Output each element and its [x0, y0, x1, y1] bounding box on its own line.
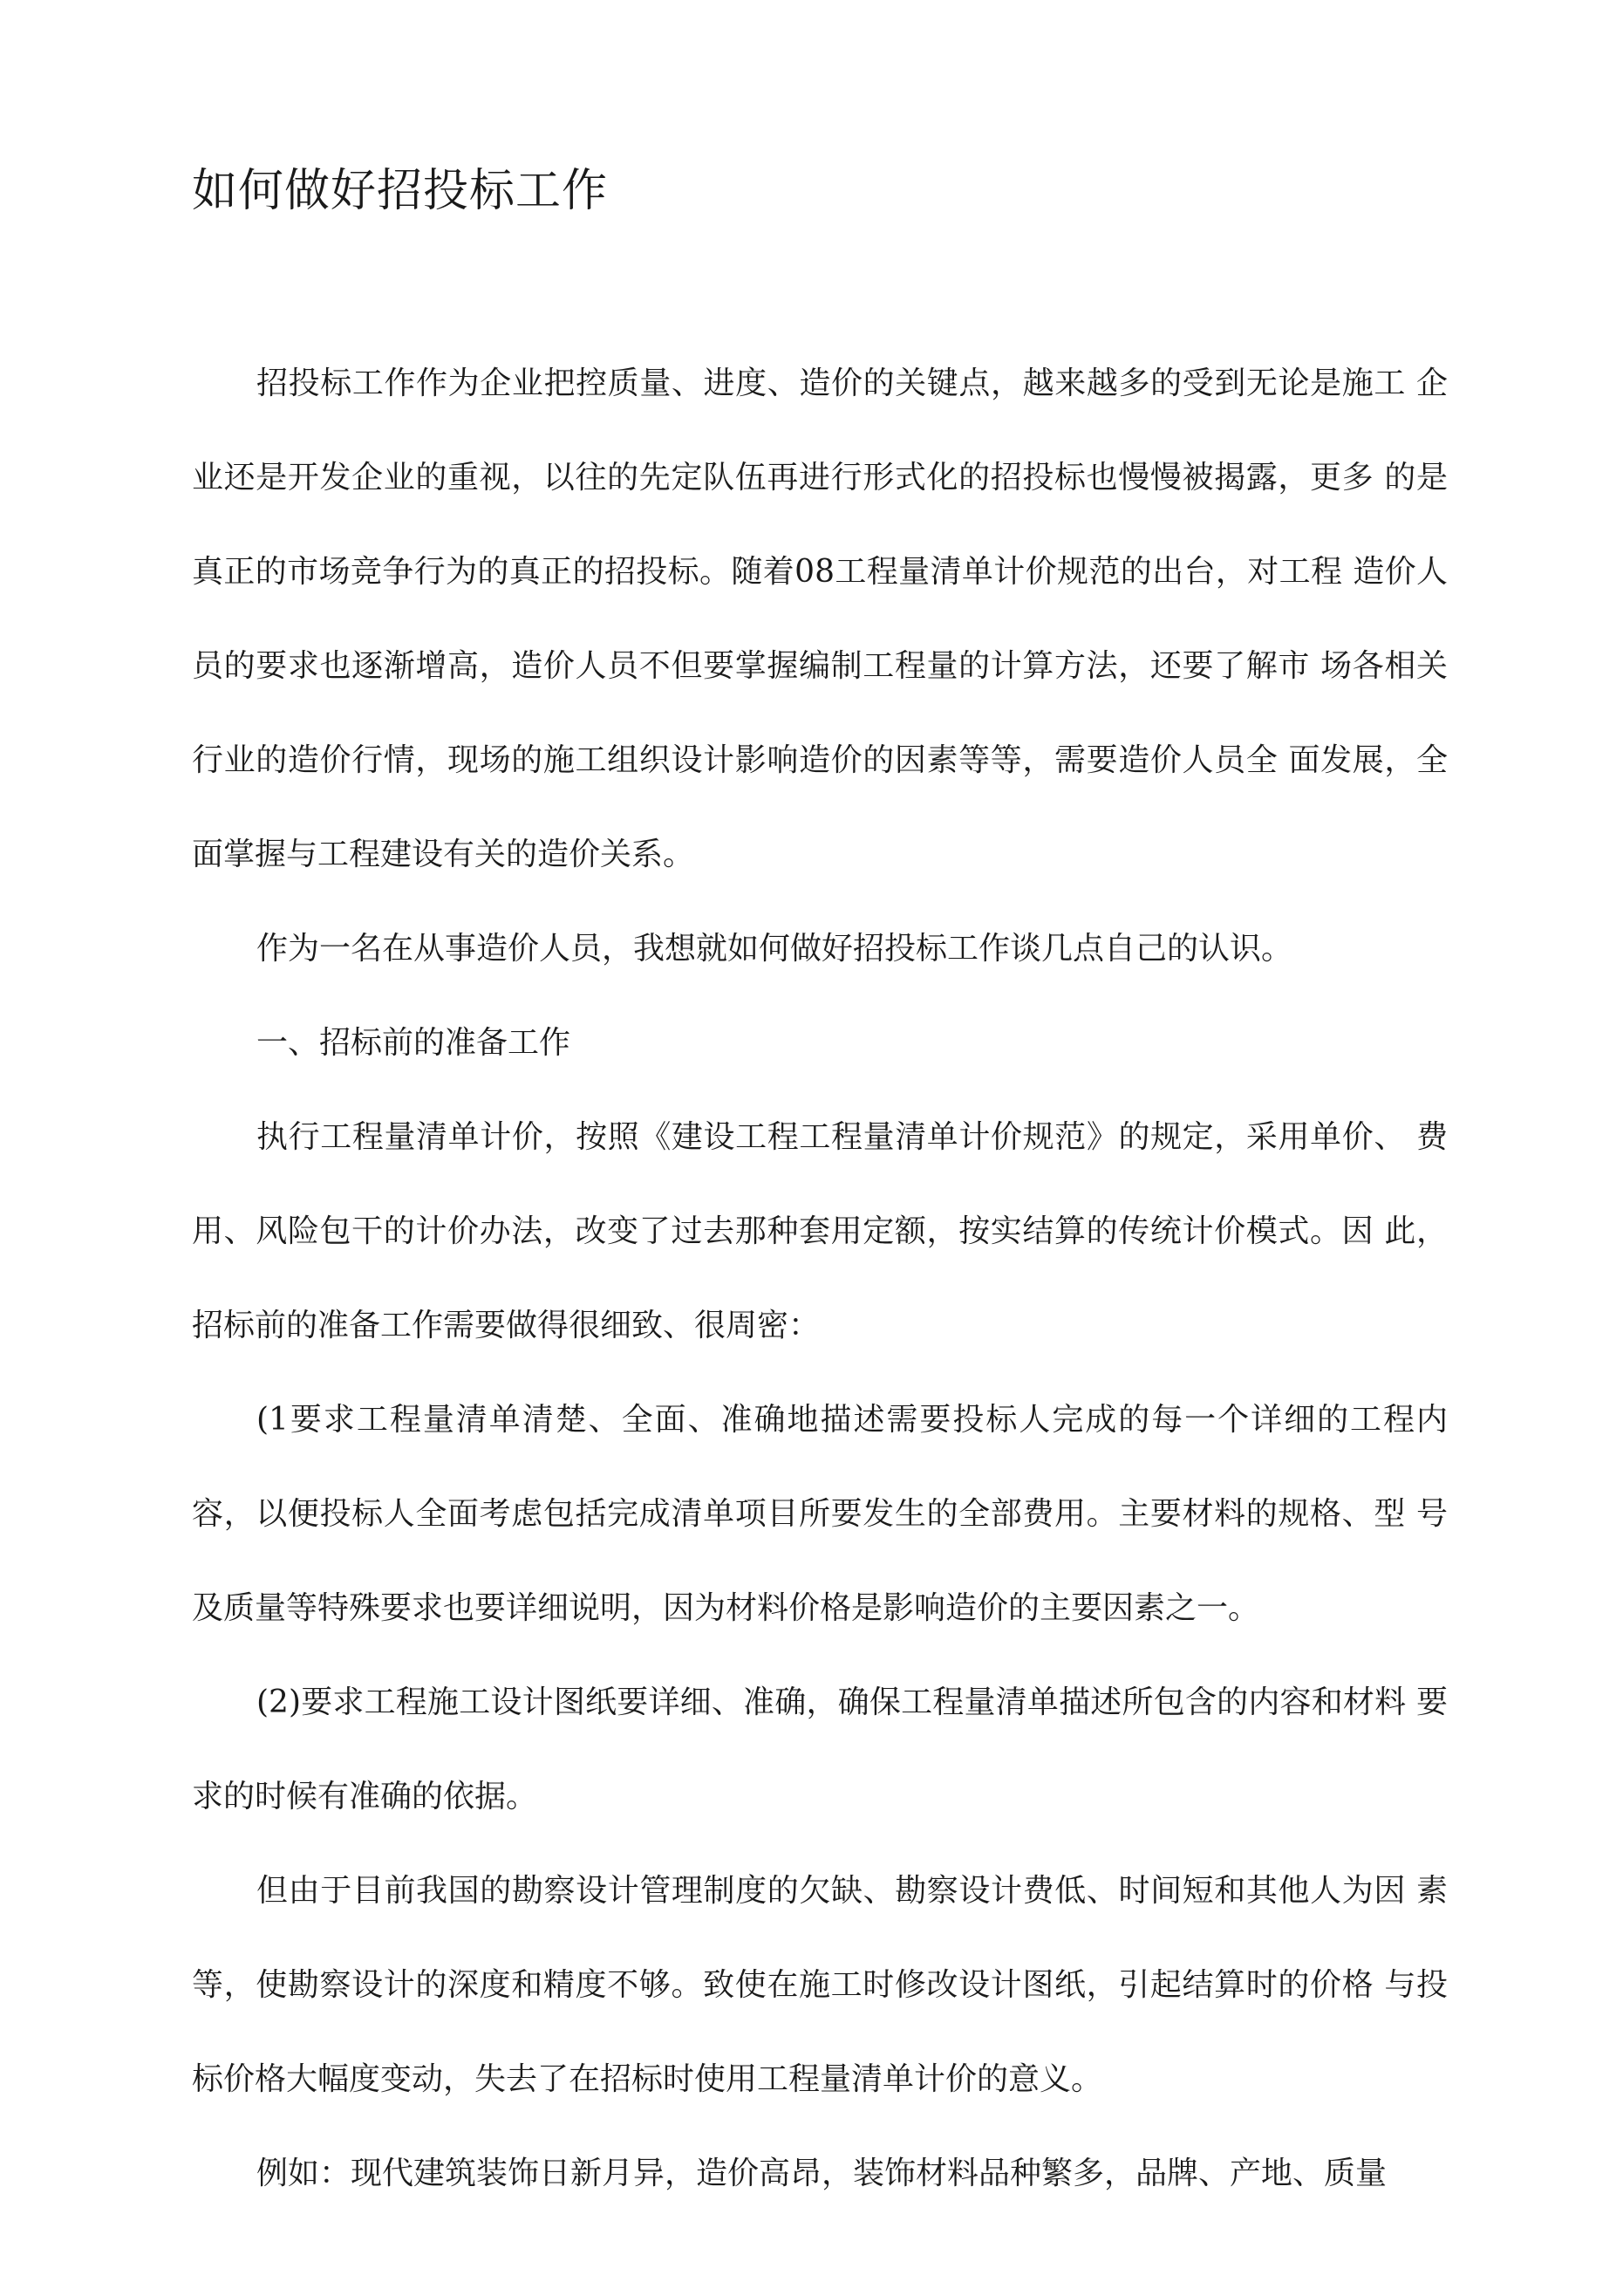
paragraph-design-issues: 但由于目前我国的勘察设计管理制度的欠缺、勘察设计费低、时间短和其他人为因 素等，使勘察设计的深度和精度不够。致使在施工时修改设计图纸，引起结算时的价格 与投标价格大幅度变动，失去了在招标时使用工程量清单计价的意义。: [192, 1873, 1448, 2097]
paragraph-author-statement: 作为一名在从事造价人员，我想就如何做好招投标工作谈几点自己的认识。: [256, 931, 1293, 967]
paragraph-item-1: (1要求工程量清单清楚、全面、准确地描述需要投标人完成的每一个详细的工程内 容，以便投标人全面考虑包括完成清单项目所要发生的全部费用。主要材料的规格、型 号及质量等特殊要求也要详细说明，因为材料价格是影响造价的主要因素之一。: [192, 1402, 1448, 1626]
paragraph-example: 例如：现代建筑装饰日新月异，造价高昂，装饰材料品种繁多，品牌、产地、质量: [256, 2156, 1388, 2191]
paragraph-intro: 招投标工作作为企业把控质量、进度、造价的关键点，越来越多的受到无论是施工 企业还是开发企业的重视，以往的先定队伍再进行形式化的招投标也慢慢被揭露，更多 的是真正的市场竞争行为的真正的招投标。随着08工程量清单计价规范的出台，对工程 造价人员的要求也逐渐增高，造价人员不但要掌握编制工程量的计算方法，还要了解市 场各相关行业的造价行情，现场的施工组织设计影响造价的因素等等，需要造价人员全 面发展，全面掌握与工程建设有关的造价关系。: [192, 366, 1448, 872]
section-heading-preparation: 一、招标前的准备工作: [256, 1025, 571, 1061]
document-title: 如何做好招投标工作: [192, 165, 609, 217]
paragraph-item-2: (2)要求工程施工设计图纸要详细、准确，确保工程量清单描述所包含的内容和材料 要求的时候有准确的依据。: [192, 1684, 1448, 1814]
document-body: [192, 337, 1448, 2221]
paragraph-pricing-method: 执行工程量清单计价，按照《建设工程工程量清单计价规范》的规定，采用单价、 费用、风险包干的计价办法，改变了过去那种套用定额，按实结算的传统计价模式。因 此，招标前的准备工作需要做得很细致、很周密：: [192, 1119, 1448, 1343]
